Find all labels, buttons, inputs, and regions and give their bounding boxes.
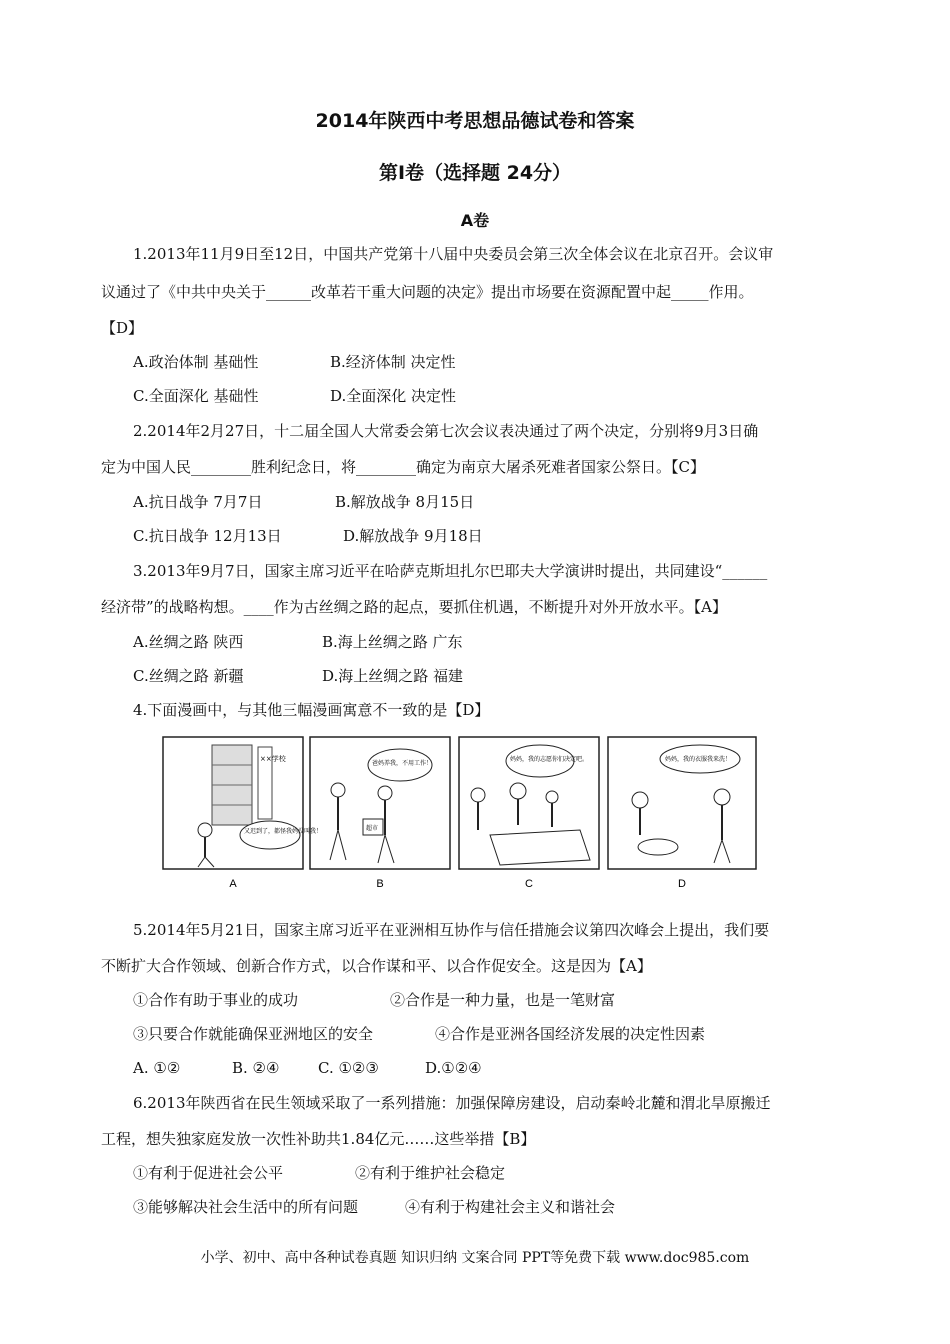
q5-option-c: C. ①②③ <box>318 1059 379 1077</box>
q2-option-d: D.解放战争 9月18日 <box>343 527 483 545</box>
q6-line2: 工程，想失独家庭发放一次性补助共1.84亿元……这些举措【B】 <box>101 1130 536 1148</box>
comic-panel-c <box>459 737 599 869</box>
section-title: 第Ⅰ卷（选择题 24分） <box>378 162 572 184</box>
q5-option-a: A. ①② <box>133 1059 181 1077</box>
q2-option-c: C.抗日战争 12月13日 <box>133 527 282 545</box>
comic-d-bubble: 妈妈，我的衣服我来洗！ <box>665 756 732 763</box>
q2-option-a: A.抗日战争 7月7日 <box>133 493 263 511</box>
comic-panel-d <box>608 737 756 869</box>
comic-panel-b <box>310 737 450 869</box>
q2-line1: 2.2014年2月27日，十二届全国人大常委会第七次会议表决通过了两个决定，分别将9月3日确 <box>133 422 759 440</box>
q5-line2: 不断扩大合作领域、创新合作方式，以合作谋和平、以合作促安全。这是因为【A】 <box>101 957 652 975</box>
q3-option-c: C.丝绸之路 新疆 <box>133 667 244 685</box>
q3-line2: 经济带”的战略构想。____作为古丝绸之路的起点，要抓住机遇，不断提升对外开放水平。【A】 <box>101 598 728 616</box>
comic-c-bubble: 妈妈，我的志愿你们决定吧。 <box>510 756 589 763</box>
q1-option-c: C.全面深化 基础性 <box>133 387 259 405</box>
comic-label-b: B <box>376 878 384 890</box>
part-title: A卷 <box>460 211 490 230</box>
q5-option-d: D.①②④ <box>425 1059 482 1077</box>
comic-panel-a <box>163 737 322 869</box>
comic-a-bubble: 又迟到了，都怪我妈没叫我！ <box>244 828 323 835</box>
q1-line1: 1.2013年11月9日至12日，中国共产党第十八届中央委员会第三次全体会议在北京召开。会议审 <box>133 245 774 263</box>
q5-statement-1: ①合作有助于事业的成功 <box>133 991 299 1009</box>
q5-statement-3: ③只要合作就能确保亚洲地区的安全 <box>133 1025 374 1043</box>
q3-option-a: A.丝绸之路 陕西 <box>133 633 244 651</box>
comic-b-bubble: 爸妈养我，不用工作！ <box>372 760 433 767</box>
comic-label-a: A <box>229 878 237 890</box>
q3-option-d: D.海上丝绸之路 福建 <box>322 667 464 685</box>
comic-strip <box>160 735 760 895</box>
q1-answer: 【D】 <box>101 319 144 337</box>
q3-option-b: B.海上丝绸之路 广东 <box>322 633 463 651</box>
q2-line2: 定为中国人民________胜利纪念日，将________确定为南京大屠杀死难者国家公祭日。【C】 <box>101 458 705 476</box>
q1-option-a: A.政治体制 基础性 <box>133 353 259 371</box>
q6-statement-1: ①有利于促进社会公平 <box>133 1164 284 1182</box>
q4-line1: 4.下面漫画中，与其他三幅漫画寓意不一致的是【D】 <box>133 701 490 719</box>
q6-statement-4: ④有利于构建社会主义和谐社会 <box>405 1198 616 1216</box>
q5-line1: 5.2014年5月21日，国家主席习近平在亚洲相互协作与信任措施会议第四次峰会上提出，我们要 <box>133 921 770 939</box>
q2-option-b: B.解放战争 8月15日 <box>335 493 475 511</box>
q6-statement-2: ②有利于维护社会稳定 <box>355 1164 506 1182</box>
comic-a-sign: ××学校 <box>260 755 286 763</box>
footer-note: 小学、初中、高中各种试卷真题 知识归纳 文案合同 PPT等免费下载 www.doc985.com <box>200 1250 750 1266</box>
q5-option-b: B. ②④ <box>232 1059 280 1077</box>
q6-line1: 6.2013年陕西省在民生领域采取了一系列措施：加强保障房建设，启动秦岭北麓和渭北旱原搬迁 <box>133 1094 771 1112</box>
q3-line1: 3.2013年9月7日，国家主席习近平在哈萨克斯坦扎尔巴耶夫大学演讲时提出，共同建设“______ <box>133 562 768 580</box>
q1-option-d: D.全面深化 决定性 <box>330 387 457 405</box>
q6-statement-3: ③能够解决社会生活中的所有问题 <box>133 1198 359 1216</box>
comic-label-c: C <box>525 878 533 890</box>
comic-label-d: D <box>678 878 686 890</box>
q5-statement-2: ②合作是一种力量，也是一笔财富 <box>390 991 616 1009</box>
comic-b-bag: 超市 <box>366 825 379 832</box>
q1-option-b: B.经济体制 决定性 <box>330 353 456 371</box>
q5-statement-4: ④合作是亚洲各国经济发展的决定性因素 <box>435 1025 706 1043</box>
page-title: 2014年陕西中考思想品德试卷和答案 <box>315 110 635 132</box>
q1-line2: 议通过了《中共中央关于______改革若干重大问题的决定》提出市场要在资源配置中起_____作用。 <box>101 283 754 301</box>
